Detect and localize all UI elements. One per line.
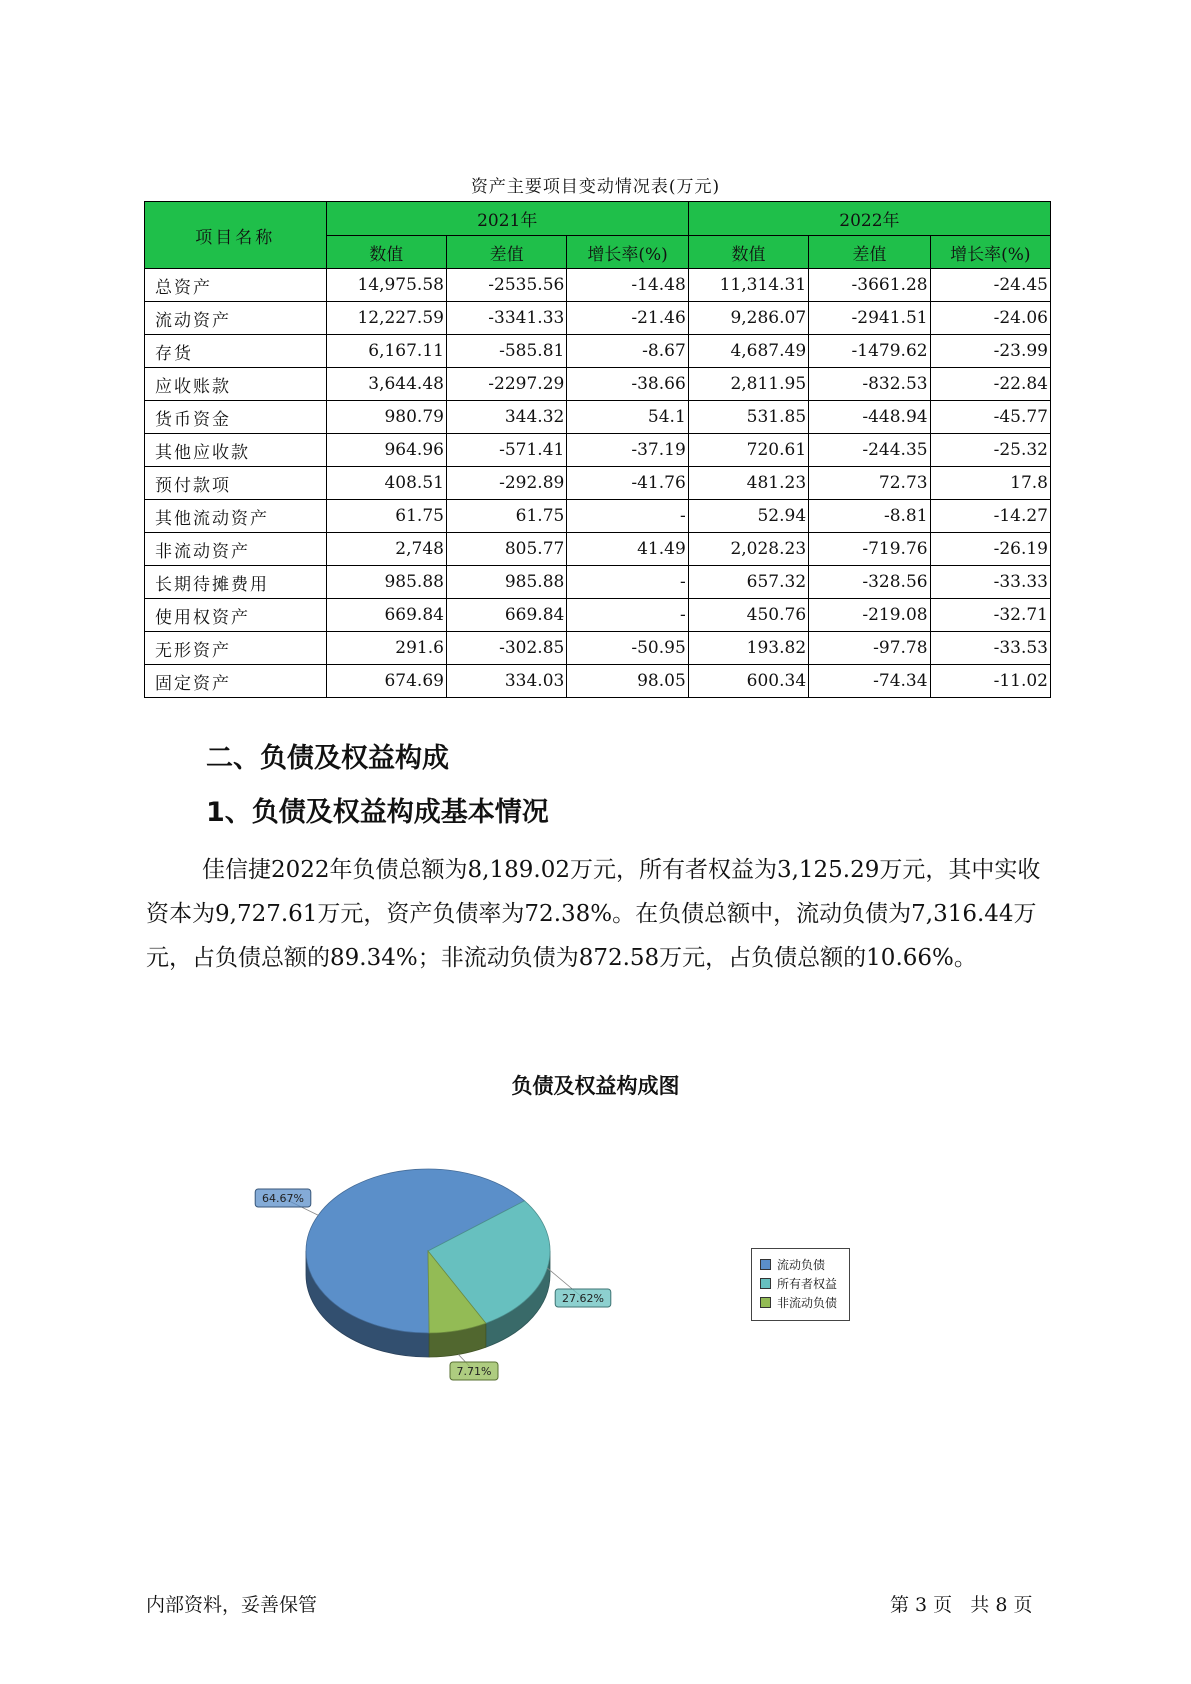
table-cell: 6,167.11: [326, 335, 446, 368]
table-cell: 2,811.95: [688, 368, 808, 401]
table-cell: 41.49: [567, 533, 688, 566]
row-label: 非流动资产: [145, 533, 327, 566]
table-cell: -1479.62: [809, 335, 930, 368]
table-cell: 98.05: [567, 665, 688, 698]
table-cell: -11.02: [930, 665, 1050, 698]
row-label: 固定资产: [145, 665, 327, 698]
header-year-2021: 2021年: [326, 202, 688, 236]
table-cell: 408.51: [326, 467, 446, 500]
table-cell: 344.32: [446, 401, 566, 434]
subheader-diff: 差值: [446, 236, 566, 269]
table-cell: -3341.33: [446, 302, 566, 335]
table-cell: 669.84: [446, 599, 566, 632]
table-cell: 2,748: [326, 533, 446, 566]
subheader-value: 数值: [326, 236, 446, 269]
table-cell: -33.33: [930, 566, 1050, 599]
table-cell: 720.61: [688, 434, 808, 467]
chart-title: 负债及权益构成图: [511, 1074, 680, 1098]
table-cell: 14,975.58: [326, 269, 446, 302]
legend-swatch: [760, 1278, 771, 1289]
table-cell: 12,227.59: [326, 302, 446, 335]
table-cell: -21.46: [567, 302, 688, 335]
table-cell: 54.1: [567, 401, 688, 434]
section-subheading: 1、负债及权益构成基本情况: [206, 797, 549, 828]
table-cell: -23.99: [930, 335, 1050, 368]
table-cell: -8.81: [809, 500, 930, 533]
chart-legend: [751, 1248, 850, 1321]
table-cell: -292.89: [446, 467, 566, 500]
subheader-diff: 差值: [809, 236, 930, 269]
table-cell: -719.76: [809, 533, 930, 566]
table-cell: 52.94: [688, 500, 808, 533]
table-cell: -33.53: [930, 632, 1050, 665]
table-cell: -244.35: [809, 434, 930, 467]
table-cell: -50.95: [567, 632, 688, 665]
row-label: 应收账款: [145, 368, 327, 401]
header-year-2022: 2022年: [688, 202, 1050, 236]
table-cell: -74.34: [809, 665, 930, 698]
table-cell: 17.8: [930, 467, 1050, 500]
table-cell: -3661.28: [809, 269, 930, 302]
subheader-growth: 增长率(%): [567, 236, 688, 269]
table-cell: 334.03: [446, 665, 566, 698]
data-label: 27.62%: [562, 1292, 604, 1305]
table-cell: -448.94: [809, 401, 930, 434]
row-label: 其他流动资产: [145, 500, 327, 533]
header-item-name: 项目名称: [145, 202, 327, 269]
table-cell: -219.08: [809, 599, 930, 632]
row-label: 长期待摊费用: [145, 566, 327, 599]
footer-page-number: 第 3 页 共 8 页: [890, 1594, 1033, 1616]
legend-label: 非流动负债: [777, 1296, 838, 1310]
row-label: 预付款项: [145, 467, 327, 500]
table-cell: 193.82: [688, 632, 808, 665]
table-cell: 11,314.31: [688, 269, 808, 302]
table-cell: -32.71: [930, 599, 1050, 632]
table-cell: -302.85: [446, 632, 566, 665]
table-cell: 72.73: [809, 467, 930, 500]
table-cell: 2,028.23: [688, 533, 808, 566]
row-label: 无形资产: [145, 632, 327, 665]
table-cell: 674.69: [326, 665, 446, 698]
legend-item-current-liabilities: [760, 1255, 849, 1274]
table-cell: 600.34: [688, 665, 808, 698]
table-cell: 964.96: [326, 434, 446, 467]
table-cell: -26.19: [930, 533, 1050, 566]
data-label: 7.71%: [456, 1365, 492, 1378]
table-cell: 657.32: [688, 566, 808, 599]
table-cell: 980.79: [326, 401, 446, 434]
legend-item-noncurrent-liabilities: [760, 1293, 849, 1312]
footer-confidential: 内部资料，妥善保管: [146, 1594, 318, 1616]
table-cell: -2535.56: [446, 269, 566, 302]
table-cell: -571.41: [446, 434, 566, 467]
table-cell: -97.78: [809, 632, 930, 665]
table-cell: 669.84: [326, 599, 446, 632]
table-cell: -328.56: [809, 566, 930, 599]
row-label: 总资产: [145, 269, 327, 302]
table-cell: -832.53: [809, 368, 930, 401]
table-cell: -45.77: [930, 401, 1050, 434]
table-cell: -25.32: [930, 434, 1050, 467]
row-label: 存货: [145, 335, 327, 368]
row-label: 货币资金: [145, 401, 327, 434]
table-cell: -14.48: [567, 269, 688, 302]
body-paragraph: 佳信捷2022年负债总额为8,189.02万元，所有者权益为3,125.29万元，其中实收资本为9,727.61万元，资产负债率为72.38%。在负债总额中，流动负债为7,316.44万元，占负债总额的89.34%；非流动负债为872.58万元，占负债总额的10.66%。: [146, 857, 1041, 971]
table-cell: -37.19: [567, 434, 688, 467]
table-cell: 481.23: [688, 467, 808, 500]
table-cell: 985.88: [446, 566, 566, 599]
legend-swatch: [760, 1259, 771, 1270]
subheader-value: 数值: [688, 236, 808, 269]
table-cell: -2297.29: [446, 368, 566, 401]
table-cell: 61.75: [326, 500, 446, 533]
row-label: 流动资产: [145, 302, 327, 335]
legend-label: 所有者权益: [777, 1277, 838, 1291]
table-cell: 450.76: [688, 599, 808, 632]
table-cell: 805.77: [446, 533, 566, 566]
table-cell: 61.75: [446, 500, 566, 533]
row-label: 其他应收款: [145, 434, 327, 467]
legend-label: 流动负债: [777, 1258, 826, 1272]
legend-item-owners-equity: [760, 1274, 849, 1293]
legend-swatch: [760, 1297, 771, 1308]
table-cell: -41.76: [567, 467, 688, 500]
table-cell: -24.06: [930, 302, 1050, 335]
table-cell: -24.45: [930, 269, 1050, 302]
table-cell: -: [567, 599, 688, 632]
table-cell: -: [567, 566, 688, 599]
table-cell: -: [567, 500, 688, 533]
table-cell: -22.84: [930, 368, 1050, 401]
section-heading: 二、负债及权益构成: [206, 743, 449, 774]
table-cell: -585.81: [446, 335, 566, 368]
table-cell: -2941.51: [809, 302, 930, 335]
table-title: 资产主要项目变动情况表(万元): [470, 177, 721, 197]
table-cell: -38.66: [567, 368, 688, 401]
table-cell: 4,687.49: [688, 335, 808, 368]
subheader-growth: 增长率(%): [930, 236, 1050, 269]
table-cell: 291.6: [326, 632, 446, 665]
table-cell: 9,286.07: [688, 302, 808, 335]
table-cell: 985.88: [326, 566, 446, 599]
table-cell: -8.67: [567, 335, 688, 368]
data-label: 64.67%: [262, 1192, 304, 1205]
table-cell: 531.85: [688, 401, 808, 434]
row-label: 使用权资产: [145, 599, 327, 632]
table-cell: -14.27: [930, 500, 1050, 533]
table-cell: 3,644.48: [326, 368, 446, 401]
